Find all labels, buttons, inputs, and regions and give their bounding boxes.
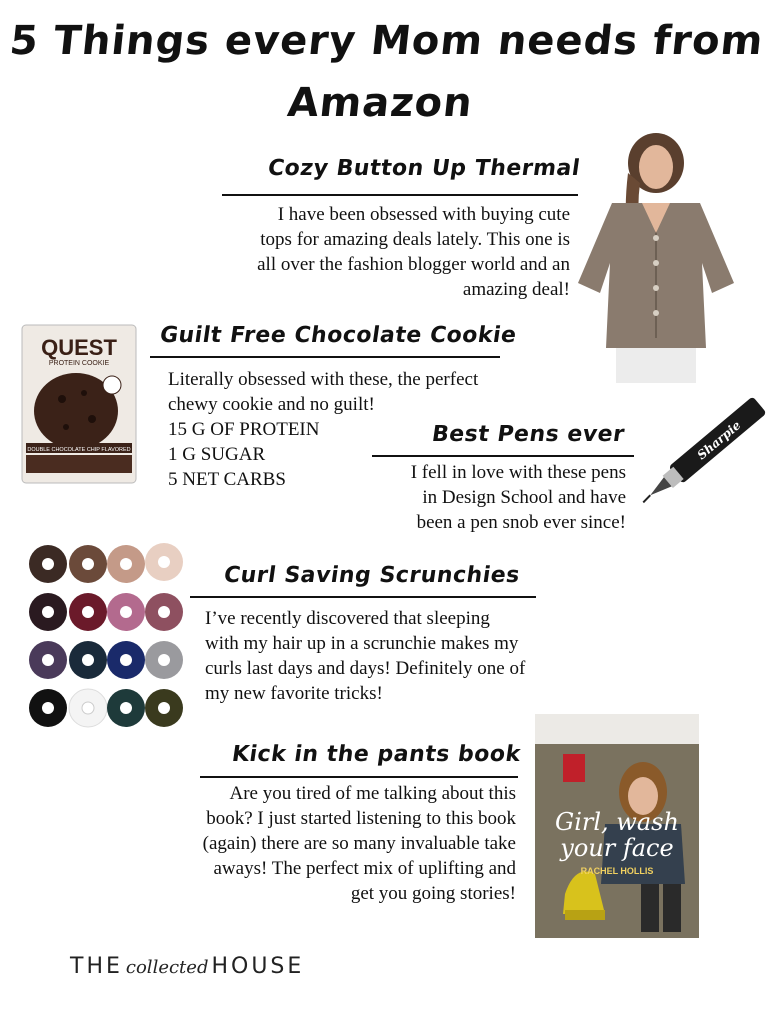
text-line: in Design School and have — [422, 487, 626, 508]
text-line: chewy cookie and no guilt! — [168, 394, 375, 415]
text-line: Are you tired of me talking about this — [229, 783, 516, 804]
scrunchies-image — [26, 538, 190, 734]
heading-scrunchies: Curl Saving Scrunchies — [222, 563, 522, 588]
text-line: I’ve recently discovered that sleeping — [205, 608, 490, 629]
title-line-1: 5 Things every Mom needs from — [7, 18, 766, 64]
heading-book: Kick in the pants book — [230, 742, 523, 767]
pens-description — [360, 460, 626, 535]
page-title — [0, 10, 767, 134]
cookie-image — [20, 323, 138, 485]
book-image — [535, 714, 699, 938]
text-line: been a pen snob ever since! — [416, 512, 626, 533]
heading-cookie: Guilt Free Chocolate Cookie — [158, 323, 519, 348]
heading-underline — [372, 455, 634, 457]
book-title-b: your face — [560, 834, 674, 862]
text-line: get you going stories! — [350, 883, 516, 904]
book-author: RACHEL HOLLIS — [580, 866, 654, 876]
cookie-brand: QUEST — [41, 335, 117, 360]
book-title-a: Girl, wash — [555, 808, 679, 836]
text-line: I have been obsessed with buying cute — [277, 204, 570, 225]
thermal-description — [200, 202, 570, 302]
logo-word-collected: collected — [125, 957, 209, 978]
text-line: book? I just started listening to this book — [206, 808, 516, 829]
heading-underline — [200, 776, 518, 778]
text-line: 15 G OF PROTEIN — [168, 419, 320, 440]
text-line: (again) there are so many invaluable take — [202, 833, 516, 854]
title-line-2: Amazon — [285, 80, 476, 126]
logo-word-the: THE — [70, 954, 123, 979]
text-line: all over the fashion blogger world and an — [257, 254, 570, 275]
heading-underline — [190, 596, 536, 598]
text-line: with my hair up in a scrunchie makes my — [205, 633, 519, 654]
text-line: tops for amazing deals lately. This one is — [260, 229, 570, 250]
heading-thermal: Cozy Button Up Thermal — [266, 156, 582, 181]
pen-image — [628, 392, 766, 520]
scrunchies-description — [205, 606, 585, 706]
shirt-image — [572, 133, 740, 383]
text-line: amazing deal! — [462, 279, 570, 300]
heading-underline — [222, 194, 578, 196]
cookie-subbrand: PROTEIN COOKIE — [48, 360, 110, 367]
pen-brand: Sharpie — [694, 418, 744, 463]
logo-word-house: HOUSE — [211, 954, 305, 979]
text-line: aways! The perfect mix of uplifting and — [213, 858, 516, 879]
book-description — [140, 781, 516, 906]
cookie-flavor: DOUBLE CHOCOLATE CHIP FLAVORED — [27, 447, 131, 453]
text-line: I fell in love with these pens — [410, 462, 626, 483]
text-line: curls last days and days! Definitely one of — [205, 658, 526, 679]
heading-pens: Best Pens ever — [430, 422, 627, 447]
text-line: my new favorite tricks! — [205, 683, 383, 704]
brand-logo — [70, 954, 304, 979]
text-line: Literally obsessed with these, the perfect — [168, 369, 479, 390]
text-line: 1 G SUGAR — [168, 444, 266, 465]
heading-underline — [150, 356, 500, 358]
text-line: 5 NET CARBS — [168, 469, 286, 490]
